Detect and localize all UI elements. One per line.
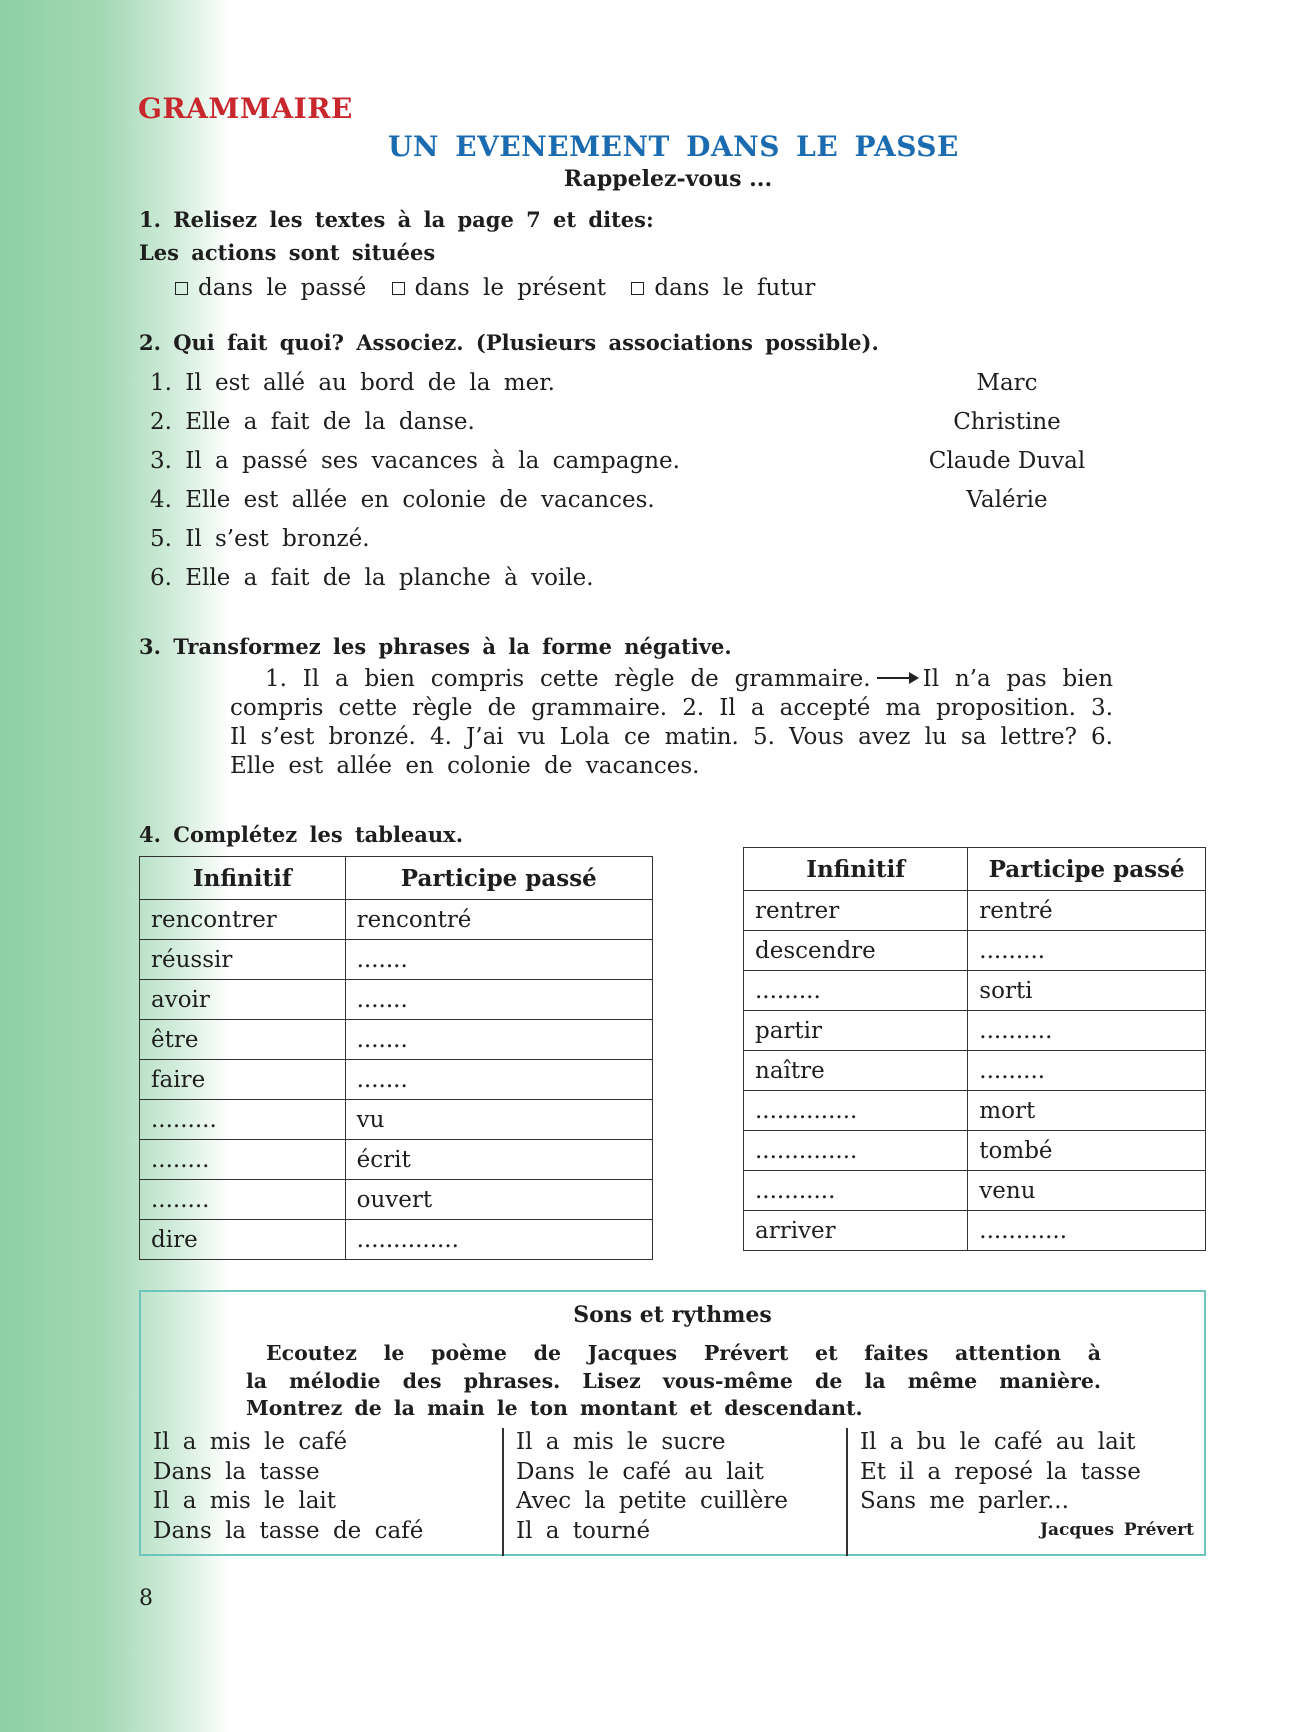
- table-left: [139, 856, 653, 1260]
- cell-infinitif: avoir: [140, 980, 346, 1020]
- table-row: [744, 1011, 1206, 1051]
- cell-participe: .......: [345, 980, 652, 1020]
- table-row: [744, 891, 1206, 931]
- cell-participe: ouvert: [345, 1180, 652, 1220]
- table-header-row: [140, 857, 653, 900]
- exercise-1-instruction: 1. Relisez les textes à la page 7 et dites:: [139, 207, 654, 232]
- table-header-row: [744, 848, 1206, 891]
- poem-line: Il a tourné: [516, 1517, 651, 1544]
- instruction-line: la mélodie des phrases. Lisez vous-même de la même manière.: [246, 1368, 1101, 1393]
- sentence-item: 2. Elle a fait de la danse.: [150, 409, 475, 435]
- poem-line: Il a mis le lait: [153, 1488, 337, 1514]
- cell-participe: .........: [968, 1051, 1206, 1091]
- cell-infinitif: rentrer: [744, 891, 968, 931]
- cell-participe: ..............: [345, 1220, 652, 1260]
- table-row: [744, 1051, 1206, 1091]
- table-row: [140, 980, 653, 1020]
- cell-participe: mort: [968, 1091, 1206, 1131]
- cell-participe: .......: [345, 940, 652, 980]
- cell-participe: ............: [968, 1211, 1206, 1251]
- table-row: [744, 1171, 1206, 1211]
- exercise-1-options: [175, 275, 827, 301]
- table-row: [140, 1020, 653, 1060]
- cell-infinitif: ..............: [744, 1131, 968, 1171]
- table-row: [140, 1100, 653, 1140]
- table-row: [744, 971, 1206, 1011]
- exercise-4-instruction: 4. Complétez les tableaux.: [139, 822, 464, 847]
- header-infinitif: Infinitif: [140, 857, 346, 900]
- table-row: [744, 1131, 1206, 1171]
- sentence-item: 3. Il a passé ses vacances à la campagne.: [150, 448, 680, 474]
- sentence-item: 1. Il est allé au bord de la mer.: [150, 370, 555, 396]
- cell-infinitif: .........: [744, 971, 968, 1011]
- poem-line: Sans me parler...: [860, 1488, 1069, 1514]
- header-participe: Participe passé: [968, 848, 1206, 891]
- cell-infinitif: ..............: [744, 1091, 968, 1131]
- table-right: [743, 847, 1206, 1251]
- cell-participe: vu: [345, 1100, 652, 1140]
- lesson-subtitle: Rappelez-vous ...: [563, 166, 773, 192]
- checkbox-icon: [175, 282, 188, 295]
- cell-participe: rentré: [968, 891, 1206, 931]
- option-passe: dans le passé: [198, 275, 367, 301]
- exercise-3-instruction: 3. Transformez les phrases à la forme négative.: [139, 634, 732, 659]
- table-row: [140, 1220, 653, 1260]
- remaining-sentences: 2. Il a accepté ma proposition. 3. Il s’est bronzé. 4. J’ai vu Lola ce matin. 5. Vous avez lu sa lettre? 6. Elle est allée en colonie de vacances.: [230, 695, 1114, 779]
- poem-line: Avec la petite cuillère: [516, 1488, 788, 1514]
- cell-participe: .......: [345, 1020, 652, 1060]
- example-answer: Il n’a pas bien compris cette règle de grammaire.: [230, 666, 1114, 721]
- cell-participe: sorti: [968, 971, 1206, 1011]
- name-item: Christine: [953, 409, 1061, 435]
- table-row: [140, 900, 653, 940]
- sentence-item: 4. Elle est allée en colonie de vacances.: [150, 487, 655, 513]
- checkbox-icon: [392, 282, 405, 295]
- lesson-title: UN EVENEMENT DANS LE PASSE: [388, 130, 959, 163]
- header-participe: Participe passé: [345, 857, 652, 900]
- cell-participe: écrit: [345, 1140, 652, 1180]
- header-infinitif: Infinitif: [744, 848, 968, 891]
- poem-line: Dans le café au lait: [516, 1458, 764, 1485]
- poem-author: Jacques Prévert: [1039, 1520, 1194, 1540]
- cell-participe: .........: [968, 931, 1206, 971]
- table-row: [140, 1060, 653, 1100]
- cell-infinitif: descendre: [744, 931, 968, 971]
- cell-participe: venu: [968, 1171, 1206, 1211]
- name-item: Valérie: [966, 487, 1048, 513]
- arrow-right-icon: [877, 677, 917, 679]
- cell-infinitif: ........: [140, 1140, 346, 1180]
- sentence-item: 6. Elle a fait de la planche à voile.: [150, 565, 594, 591]
- instruction-line: Ecoutez le poème de Jacques Prévert et faites attention à: [266, 1341, 1101, 1365]
- cell-infinitif: naître: [744, 1051, 968, 1091]
- exercise-1-lead: Les actions sont situées: [139, 240, 436, 265]
- checkbox-icon: [631, 282, 644, 295]
- page-number: 8: [139, 1586, 153, 1611]
- poem-line: Et il a reposé la tasse: [860, 1458, 1141, 1485]
- sentence-item: 5. Il s’est bronzé.: [150, 526, 370, 552]
- cell-infinitif: arriver: [744, 1211, 968, 1251]
- cell-infinitif: ........: [140, 1180, 346, 1220]
- instruction-line: Montrez de la main le ton montant et descendant.: [246, 1396, 863, 1420]
- poem-line: Il a bu le café au lait: [860, 1429, 1136, 1455]
- poem-column: [141, 1428, 502, 1556]
- cell-infinitif: réussir: [140, 940, 346, 980]
- cell-infinitif: faire: [140, 1060, 346, 1100]
- table-row: [140, 1140, 653, 1180]
- cell-participe: ..........: [968, 1011, 1206, 1051]
- example-sentence: 1. Il a bien compris cette règle de grammaire.: [265, 666, 871, 692]
- exercise-2-instruction: 2. Qui fait quoi? Associez. (Plusieurs associations possible).: [139, 330, 879, 355]
- cell-participe: rencontré: [345, 900, 652, 940]
- exercise-3-sentences: [230, 665, 1113, 781]
- box-instruction: [246, 1340, 1101, 1423]
- poem-line: Il a mis le sucre: [516, 1429, 726, 1455]
- cell-infinitif: être: [140, 1020, 346, 1060]
- cell-infinitif: partir: [744, 1011, 968, 1051]
- cell-participe: tombé: [968, 1131, 1206, 1171]
- poem-line: Il a mis le café: [153, 1429, 348, 1455]
- box-title: Sons et rythmes: [573, 1302, 772, 1328]
- option-futur: dans le futur: [654, 275, 816, 301]
- table-row: [140, 1180, 653, 1220]
- poem-column: [502, 1428, 846, 1556]
- table-row: [744, 1091, 1206, 1131]
- table-row: [744, 931, 1206, 971]
- poem-line: Dans la tasse: [153, 1458, 320, 1485]
- name-item: Marc: [976, 370, 1038, 396]
- sons-et-rythmes-box: [139, 1290, 1206, 1556]
- option-present: dans le présent: [414, 275, 607, 301]
- table-row: [744, 1211, 1206, 1251]
- cell-infinitif: .........: [140, 1100, 346, 1140]
- cell-participe: .......: [345, 1060, 652, 1100]
- table-row: [140, 940, 653, 980]
- section-tag: GRAMMAIRE: [138, 92, 353, 125]
- cell-infinitif: ...........: [744, 1171, 968, 1211]
- name-item: Claude Duval: [928, 448, 1086, 474]
- poem-line: Dans la tasse de café: [153, 1517, 424, 1544]
- cell-infinitif: dire: [140, 1220, 346, 1260]
- cell-infinitif: rencontrer: [140, 900, 346, 940]
